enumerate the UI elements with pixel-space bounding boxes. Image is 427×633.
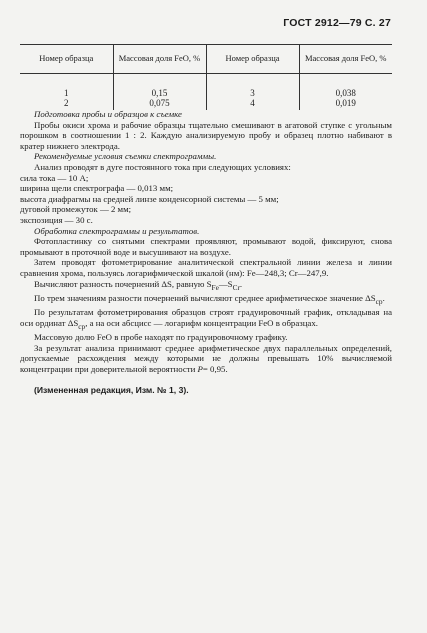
condition-line: экспозиция — 30 с. [20, 214, 93, 225]
condition-line: ширина щели спектрографа — 0,013 мм; [20, 183, 174, 194]
subscript: ср [375, 296, 383, 306]
paragraph-text: , а на оси абсцисс — логарифм концентрации FeO в образцах. [85, 317, 318, 328]
table-cell: 0,019 [299, 98, 392, 110]
table-cell: 0,038 [299, 74, 392, 99]
paragraph: Фотопластинку со снятыми спектрами проявляют, промывают водой, фиксируют, снова промывают в проточной воде и высушивают на воздухе. [20, 236, 392, 257]
table-header-cell: Массовая доля FeO, % [299, 45, 392, 74]
subscript: Cr [232, 282, 240, 292]
table-row [20, 74, 392, 99]
page-header: ГОСТ 2912—79 С. 27 [283, 17, 391, 29]
paragraph [20, 279, 392, 293]
section-heading: Подготовка пробы и образцов к съемке [34, 109, 182, 119]
condition-line: высота диафрагмы на средней линзе конденсорной системы — 5 мм; [20, 193, 279, 204]
italic-symbol: P [197, 363, 203, 374]
table-cell: 0,075 [113, 98, 206, 110]
table-cell: 2 [64, 98, 69, 108]
section-heading: Обработка спектрограммы и результатов. [34, 225, 200, 236]
table-header-cell: Массовая доля FeO, % [113, 45, 206, 74]
document-body [20, 109, 392, 395]
paragraph: Затем проводят фотометрирование аналитической спектральной линии железа и линии сравнения хрома, пользуясь логарифмической шкалой (нм): Fe—248,3; Cr—247,9. [20, 257, 392, 278]
paragraph [20, 307, 392, 332]
table-header-cell: Номер образца [206, 45, 299, 74]
paragraph [20, 343, 392, 375]
paragraph: Анализ проводят в дуге постоянного тока при следующих условиях: [34, 161, 291, 172]
paragraph [20, 293, 392, 307]
data-table [20, 44, 392, 110]
paragraph-text: . [239, 278, 243, 289]
condition-line: дуговой промежуток — 2 мм; [20, 204, 132, 215]
section-heading: Рекомендуемые условия съемки спектрограммы. [34, 151, 217, 162]
paragraph-text: Вычисляют разность почернений ΔS, равную S [34, 278, 212, 289]
paragraph-text: —S [218, 278, 233, 289]
table-cell: 3 [206, 74, 299, 99]
table-header-cell: Номер образца [20, 45, 113, 74]
paragraph-text: По трем значениям разности почернений вычисляют среднее арифметическое значение ΔS [34, 292, 376, 303]
paragraph-text: . [382, 292, 385, 303]
paragraph-text: = 0,95. [202, 363, 228, 374]
table-header-row [20, 45, 392, 74]
amendment-note: (Измененная редакция, Изм. № 1, 3). [34, 384, 189, 395]
paragraph-text: По результатам фотометрирования образцов строят градуировочный график, откладывая на оси ординат ΔS [20, 307, 392, 328]
condition-line: сила тока — 10 А; [20, 172, 89, 183]
subscript: Fe [211, 282, 219, 292]
table-cell: 4 [206, 98, 299, 110]
subscript: ср [78, 321, 86, 331]
paragraph-text: За результат анализа принимают среднее арифметическое двух параллельных определений, допускаемые расхождения между которыми не должны превышать 10% вычисляемой концентрации при доверительной вероятности [20, 342, 392, 374]
table-cell: 0,15 [113, 74, 206, 99]
table-cell: 1 [64, 88, 69, 98]
paragraph: Массовую долю FeO в пробе находят по градуировочному графику. [34, 332, 288, 343]
paragraph: Пробы окиси хрома и рабочие образцы тщательно смешивают в агатовой ступке с угольным порошком в соотношении 1 : 2. Каждую анализируемую пробу и образец плотно набивают в кратер нижнего электрода. [20, 119, 392, 151]
